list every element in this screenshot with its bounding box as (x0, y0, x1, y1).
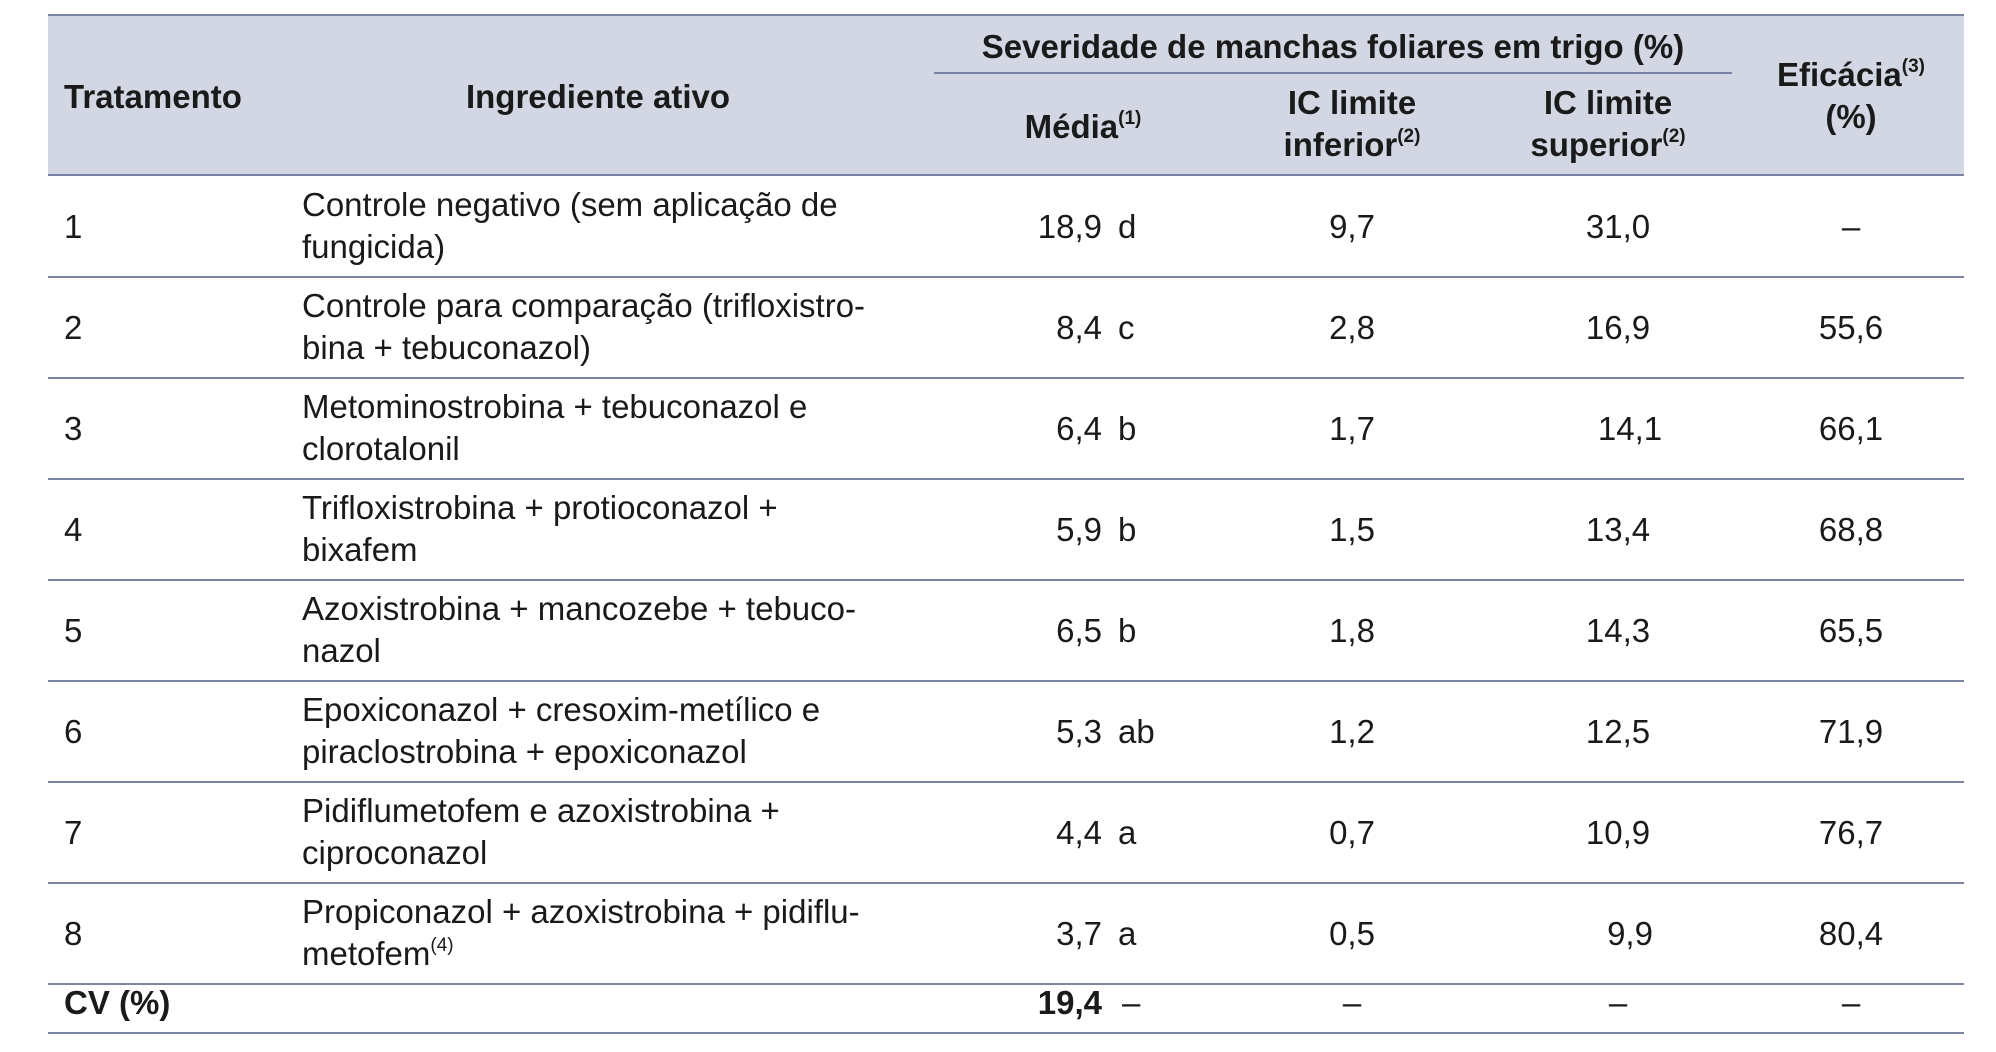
cv-ic-inferior: – (1342, 984, 1362, 1021)
cell-ic-inferior: 9,7 (1329, 207, 1375, 245)
rule-bottom (48, 1032, 1964, 1034)
ingrediente-line-2-tail: ) (434, 228, 446, 265)
cell-ingrediente (302, 386, 942, 470)
cell-tratamento: 2 (64, 308, 83, 346)
cell-eficacia: 55,6 (1818, 308, 1884, 346)
row-divider (48, 882, 1964, 884)
cell-eficacia: 65,5 (1818, 611, 1884, 649)
cell-ic-inferior: 0,5 (1329, 914, 1375, 952)
col-header-ingrediente: Ingrediente ativo (465, 78, 731, 115)
cv-eficacia: – (1841, 984, 1861, 1021)
ingrediente-line-1: Epoxiconazol + cresoxim-metílico e (302, 691, 821, 728)
cv-letter: – (1122, 984, 1141, 1021)
results-table (48, 14, 1964, 1034)
col-group-header: Severidade de manchas foliares em trigo (%) (981, 28, 1685, 65)
group-underline (934, 72, 1732, 74)
ingrediente-line-1: Controle negativo (sem aplicação de (302, 186, 838, 223)
cell-media-letter: ab (1118, 712, 1155, 750)
row-divider (48, 781, 1964, 783)
cell-tratamento: 1 (64, 207, 83, 245)
cell-media: 6,4 (1056, 409, 1102, 447)
cell-media: 5,9 (1056, 510, 1102, 548)
cell-ingrediente (302, 891, 942, 975)
cell-ic-superior: 31,0 (1585, 207, 1651, 245)
cell-media-letter: d (1118, 207, 1137, 245)
rule-top (48, 14, 1964, 16)
cell-tratamento: 5 (64, 611, 83, 649)
cell-ic-superior: 10,9 (1585, 813, 1651, 851)
cell-tratamento: 6 (64, 712, 83, 750)
ingrediente-line-2: fungicida (302, 228, 435, 265)
cell-ic-superior: 9,9 (1607, 914, 1653, 952)
cell-media-letter: b (1118, 510, 1137, 548)
cell-ic-inferior: 1,8 (1329, 611, 1375, 649)
col-header-media: Média$^{(1)}$ (1024, 108, 1142, 145)
cell-ic-inferior: 1,5 (1329, 510, 1375, 548)
cell-media-letter: b (1118, 611, 1137, 649)
cell-eficacia: 66,1 (1818, 409, 1884, 447)
cell-media: 5,3 (1056, 712, 1102, 750)
cell-ic-superior: 14,1 (1597, 409, 1663, 447)
ingrediente-line-2: ciproconazol (302, 834, 488, 871)
ingrediente-line-1: Azoxistrobina + mancozebe + tebuco- (302, 590, 856, 627)
ingrediente-line-1: Propiconazol + azoxistrobina + pidiflu- (302, 893, 860, 930)
cell-media: 8,4 (1056, 308, 1102, 346)
col-header-tratamento: Tratamento (64, 78, 242, 115)
cell-ingrediente (302, 487, 942, 571)
ingrediente-line-1: Trifloxistrobina + protioconazol + (302, 489, 778, 526)
ingrediente-line-1: Pidiflumetofem e azoxistrobina + (302, 792, 780, 829)
cell-ic-inferior: 2,8 (1329, 308, 1375, 346)
row-divider (48, 377, 1964, 379)
cell-ic-inferior: 1,7 (1329, 409, 1375, 447)
cell-ic-superior: 13,4 (1585, 510, 1651, 548)
ingrediente-line-2: bixafem (302, 531, 418, 568)
cell-ic-superior: 12,5 (1585, 712, 1651, 750)
cell-ic-superior: 16,9 (1585, 308, 1651, 346)
cv-label: CV (%) (64, 984, 171, 1021)
cell-ic-inferior: 1,2 (1329, 712, 1375, 750)
cell-eficacia: 76,7 (1818, 813, 1884, 851)
col-header-eficacia: Eficácia$^{(3)}$ (%) (1777, 56, 1925, 135)
col-header-ic-inferior: IC limite inferior$^{(2)}$ (1283, 84, 1421, 163)
cell-media: 3,7 (1056, 914, 1102, 952)
cell-tratamento: 8 (64, 914, 83, 952)
cell-ingrediente (302, 588, 942, 672)
ingrediente-line-2: clorotalonil (302, 430, 460, 467)
cell-eficacia: – (1841, 207, 1861, 245)
cv-ic-superior: – (1608, 984, 1628, 1021)
cv-media: 19,4 (1037, 984, 1102, 1021)
rule-header (48, 174, 1964, 176)
cell-ingrediente (302, 790, 942, 874)
cell-ingrediente (302, 689, 942, 773)
cell-media-letter: a (1118, 813, 1137, 851)
cell-eficacia: 71,9 (1818, 712, 1884, 750)
cell-media: 4,4 (1056, 813, 1102, 851)
col-header-ic-superior: IC limite superior$^{(2)}$ (1530, 84, 1686, 163)
ingrediente-line-2: bina + tebuconazol) (302, 329, 591, 366)
cell-tratamento: 3 (64, 409, 83, 447)
ingrediente-line-2: nazol (302, 632, 381, 669)
ingrediente-line-1: Controle para comparação (trifloxistro- (302, 287, 866, 324)
ingrediente-line-1: Metominostrobina + tebuconazol e (302, 388, 808, 425)
row-divider (48, 478, 1964, 480)
cell-media: 18,9 (1037, 207, 1102, 245)
ingrediente-footnote: (4) (430, 935, 454, 956)
cell-media-letter: a (1118, 914, 1137, 952)
cell-media: 6,5 (1056, 611, 1102, 649)
cell-ic-superior: 14,3 (1585, 611, 1651, 649)
cell-media-letter: c (1118, 308, 1135, 346)
ingrediente-line-2: metofem (302, 935, 431, 972)
row-divider (48, 680, 1964, 682)
cell-tratamento: 7 (64, 813, 83, 851)
ingrediente-line-2: piraclostrobina + epoxiconazol (302, 733, 747, 770)
cell-ingrediente (302, 285, 942, 369)
cell-ic-inferior: 0,7 (1329, 813, 1375, 851)
cell-eficacia: 68,8 (1818, 510, 1884, 548)
row-divider (48, 579, 1964, 581)
cell-ingrediente (302, 184, 942, 268)
cell-eficacia: 80,4 (1818, 914, 1884, 952)
row-divider (48, 276, 1964, 278)
cell-media-letter: b (1118, 409, 1137, 447)
cell-tratamento: 4 (64, 510, 83, 548)
